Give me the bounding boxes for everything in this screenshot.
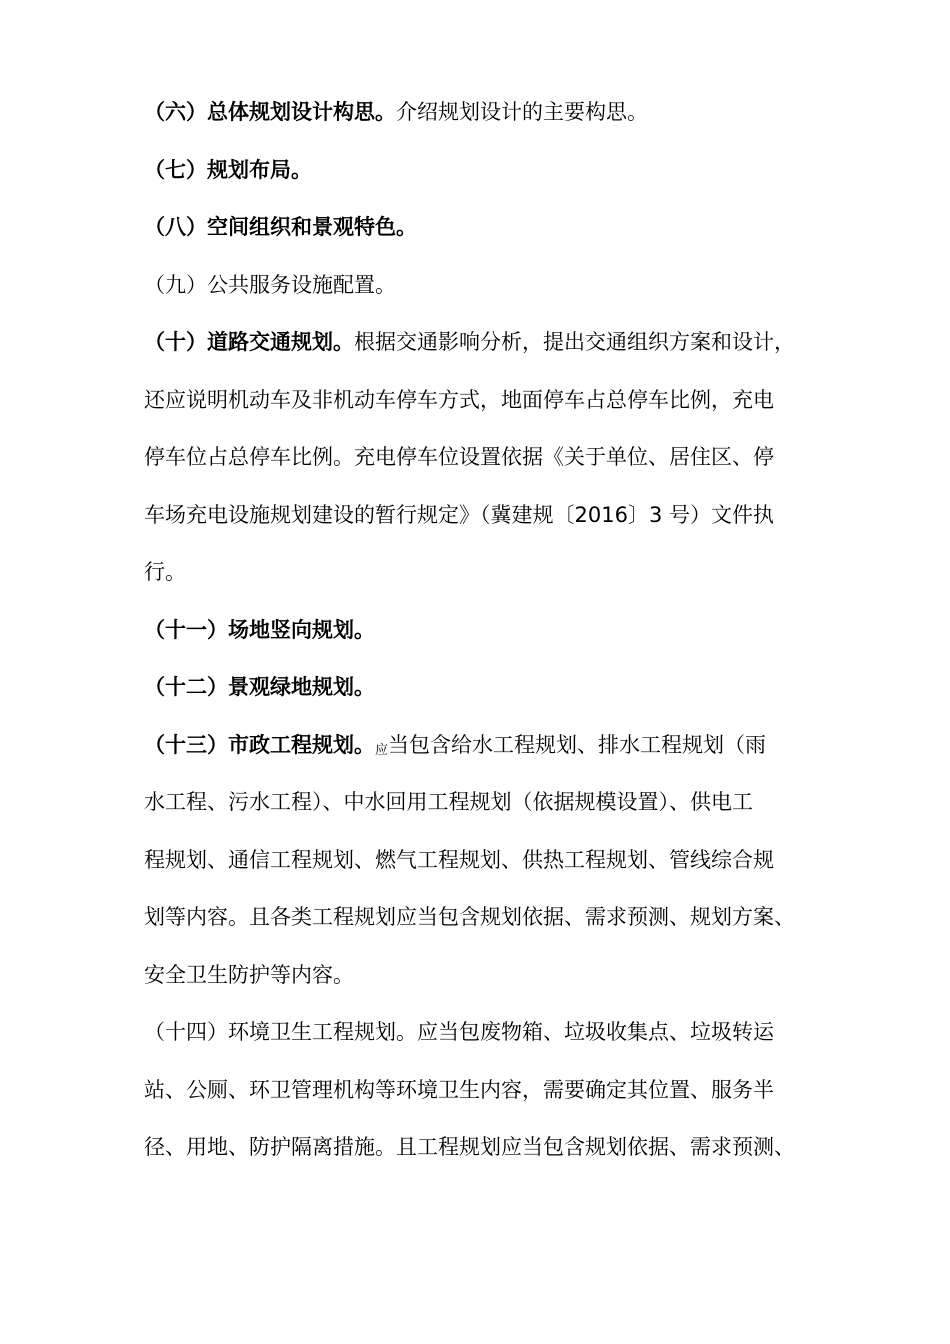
section-11 xyxy=(144,602,816,660)
section-10-heading: （十）道路交通规划。 xyxy=(144,330,354,354)
section-6 xyxy=(144,84,816,142)
section-13-line-1: 水工程、污水工程）、中水回用工程规划（依据规模设置）、供电工 xyxy=(144,790,753,814)
section-14-line-2: 径、用地、防护隔离措施。且工程规划应当包含规划依据、需求预测、 xyxy=(144,1135,795,1159)
section-13-line-0: 当包含给水工程规划、排水工程规划（雨 xyxy=(388,732,767,757)
section-11-heading: （十一）场地竖向规划。 xyxy=(144,617,375,642)
section-13-small-char: 应 xyxy=(375,742,389,758)
section-14-line-0: （十四）环境卫生工程规划。应当包废物箱、垃圾收集点、垃圾转运 xyxy=(144,1020,774,1044)
section-8-heading: （八）空间组织和景观特色。 xyxy=(144,215,417,239)
section-9 xyxy=(144,257,816,315)
section-14-line-1: 站、公厕、环卫管理机构等环境卫生内容，需要确定其位置、服务半 xyxy=(144,1077,774,1102)
section-12 xyxy=(144,659,816,717)
section-10-line-0: 根据交通影响分析，提出交通组织方案和设计， xyxy=(354,330,795,354)
section-13 xyxy=(144,717,816,1005)
section-14 xyxy=(144,1004,816,1177)
section-10-line-4: 行。 xyxy=(144,560,186,584)
section-9-text: （九）公共服务设施配置。 xyxy=(144,272,396,297)
section-10-line-2: 停车位占总停车比例。充电停车位设置依据《关于单位、居住区、停 xyxy=(144,445,774,469)
section-13-line-4: 安全卫生防护等内容。 xyxy=(144,962,354,987)
section-13-line-2: 程规划、通信工程规划、燃气工程规划、供热工程规划、管线综合规 xyxy=(144,847,774,872)
section-10 xyxy=(144,314,816,602)
section-7 xyxy=(144,142,816,200)
section-10-line-1: 还应说明机动车及非机动车停车方式，地面停车占总停车比例，充电 xyxy=(144,387,774,412)
section-13-line-3: 划等内容。且各类工程规划应当包含规划依据、需求预测、规划方案、 xyxy=(144,905,795,929)
section-6-text: 介绍规划设计的主要构思。 xyxy=(396,100,648,124)
section-8 xyxy=(144,199,816,257)
section-10-line-3: 车场充电设施规划建设的暂行规定》（冀建规〔2016〕3 号）文件执 xyxy=(144,502,774,527)
section-13-heading: （十三）市政工程规划。 xyxy=(144,732,375,757)
section-12-heading: （十二）景观绿地规划。 xyxy=(144,675,375,699)
section-6-heading: （六）总体规划设计构思。 xyxy=(144,100,396,124)
document-page xyxy=(144,84,816,1177)
section-7-heading: （七）规划布局。 xyxy=(144,157,312,182)
